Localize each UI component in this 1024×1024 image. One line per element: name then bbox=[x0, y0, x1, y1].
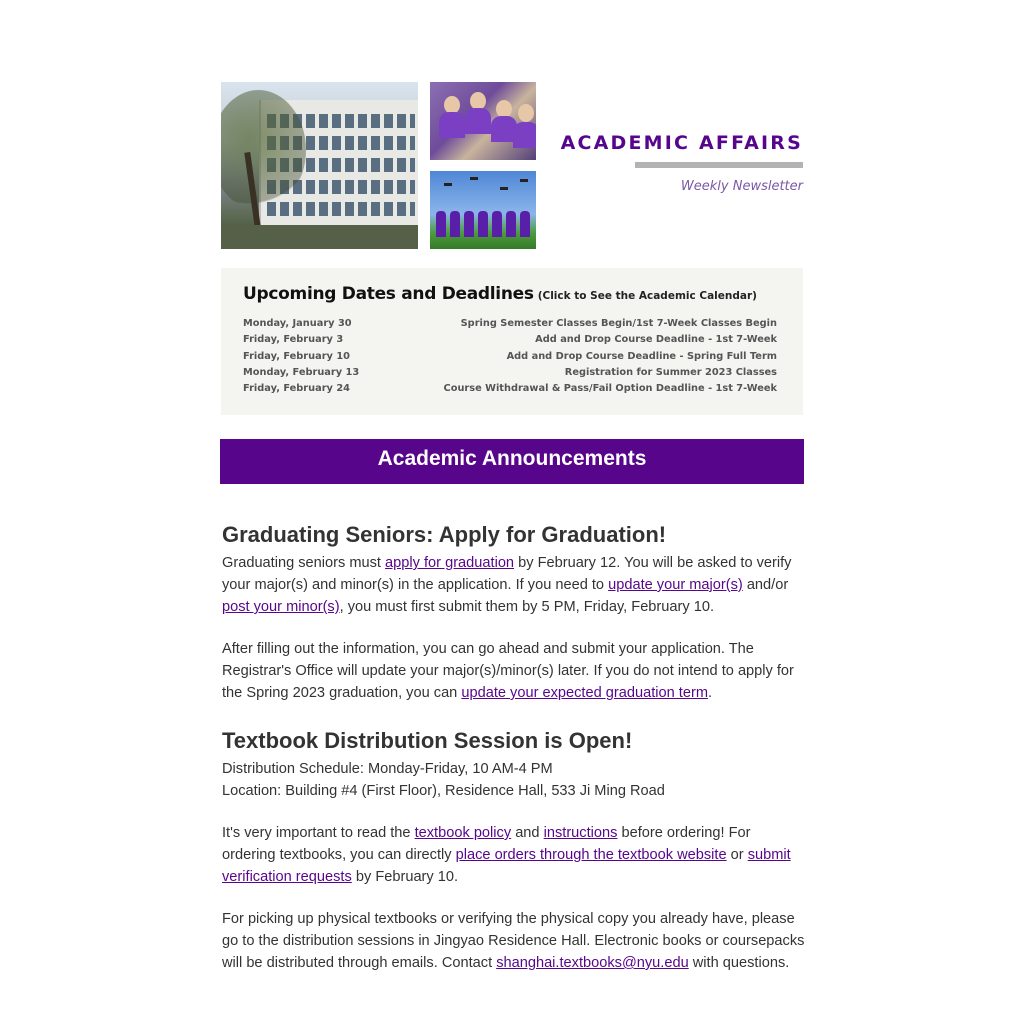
dates-title: Upcoming Dates and Deadlines bbox=[243, 284, 534, 304]
date-row bbox=[243, 351, 777, 367]
text-span: Graduating seniors must bbox=[222, 555, 386, 571]
text-span: before ordering! For ordering textbooks, you can directly bbox=[222, 825, 751, 863]
text-span: with questions. bbox=[688, 955, 790, 971]
instructions-link[interactable]: instructions bbox=[543, 825, 618, 841]
date-label: Friday, February 24 bbox=[243, 383, 350, 395]
date-event: Registration for Summer 2023 Classes bbox=[564, 366, 777, 378]
academic-calendar-link[interactable]: (Click to See the Academic Calendar) bbox=[537, 290, 757, 302]
graduation-paragraph-2 bbox=[222, 638, 806, 704]
date-label: Friday, February 10 bbox=[243, 350, 350, 362]
graduation-photo bbox=[430, 171, 536, 249]
graduation-heading: Graduating Seniors: Apply for Graduation! bbox=[222, 522, 667, 547]
textbook-location: Location: Building #4 (First Floor), Residence Hall, 533 Ji Ming Road bbox=[222, 783, 665, 799]
textbooks-email-link[interactable]: shanghai.textbooks@nyu.edu bbox=[496, 955, 689, 971]
text-span: . bbox=[708, 685, 713, 701]
date-label: Monday, February 13 bbox=[243, 366, 360, 378]
text-span: After filling out the information, you can go ahead and submit your application. The Registrar's Office will update your major(s)/minor(s) later. If you do not intend to apply for the Spring 2023 graduation, you can bbox=[222, 641, 794, 701]
date-event: Add and Drop Course Deadline - Spring Full Term bbox=[506, 350, 777, 362]
campus-building-photo bbox=[221, 82, 418, 249]
title-divider bbox=[635, 162, 803, 168]
post-minor-link[interactable]: post your minor(s) bbox=[222, 599, 340, 615]
date-row bbox=[243, 367, 777, 383]
update-major-link[interactable]: update your major(s) bbox=[608, 577, 743, 593]
title-block bbox=[556, 132, 803, 194]
textbook-policy-link[interactable]: textbook policy bbox=[414, 825, 512, 841]
text-span: by February 12. You will be asked to verify your major(s) and minor(s) in the application. If you need to bbox=[222, 555, 792, 593]
header-banner bbox=[221, 82, 803, 249]
students-photo bbox=[430, 82, 536, 160]
date-event: Course Withdrawal & Pass/Fail Option Deadline - 1st 7-Week bbox=[443, 383, 777, 395]
academic-announcements-bar bbox=[220, 439, 804, 484]
newsletter-subtitle: Weekly Newsletter bbox=[680, 179, 803, 194]
date-event: Spring Semester Classes Begin/1st 7-Week Classes Begin bbox=[460, 318, 777, 329]
text-span: and/or bbox=[742, 577, 789, 593]
dates-heading bbox=[243, 284, 757, 304]
date-label: Friday, February 3 bbox=[243, 334, 344, 346]
date-row bbox=[243, 334, 777, 350]
textbook-heading: Textbook Distribution Session is Open! bbox=[222, 728, 633, 753]
text-span: For picking up physical textbooks or verifying the physical copy you already have, please go to the distribution sessions in Jingyao Residence Hall. Electronic books or coursepacks will be distributed through emails. Contact bbox=[222, 911, 805, 971]
graduation-paragraph-1 bbox=[222, 552, 806, 618]
textbook-website-link[interactable]: place orders through the textbook website bbox=[455, 847, 727, 863]
text-span: It's very important to read the bbox=[222, 825, 415, 841]
verification-requests-link[interactable]: submit verification requests bbox=[222, 847, 791, 885]
newsletter-title: ACADEMIC AFFAIRS bbox=[560, 132, 803, 154]
textbook-paragraph-2 bbox=[222, 822, 806, 888]
text-span: or bbox=[726, 847, 748, 863]
apply-for-graduation-link[interactable]: apply for graduation bbox=[385, 555, 515, 571]
text-span: , you must first submit them by 5 PM, Friday, February 10. bbox=[339, 599, 715, 615]
text-span: by February 10. bbox=[351, 869, 459, 885]
dates-list bbox=[243, 318, 777, 399]
date-row bbox=[243, 383, 777, 399]
date-event: Add and Drop Course Deadline - 1st 7-Week bbox=[535, 334, 777, 346]
textbook-schedule: Distribution Schedule: Monday-Friday, 10 AM-4 PM bbox=[222, 761, 553, 777]
text-span: and bbox=[511, 825, 544, 841]
article-content bbox=[222, 521, 806, 974]
date-row bbox=[243, 318, 777, 334]
announcements-title: Academic Announcements bbox=[377, 447, 647, 470]
date-label: Monday, January 30 bbox=[243, 318, 352, 329]
textbook-paragraph-3 bbox=[222, 908, 806, 974]
update-graduation-term-link[interactable]: update your expected graduation term bbox=[461, 685, 708, 701]
newsletter bbox=[221, 82, 805, 971]
dates-deadlines-box[interactable] bbox=[221, 268, 803, 415]
